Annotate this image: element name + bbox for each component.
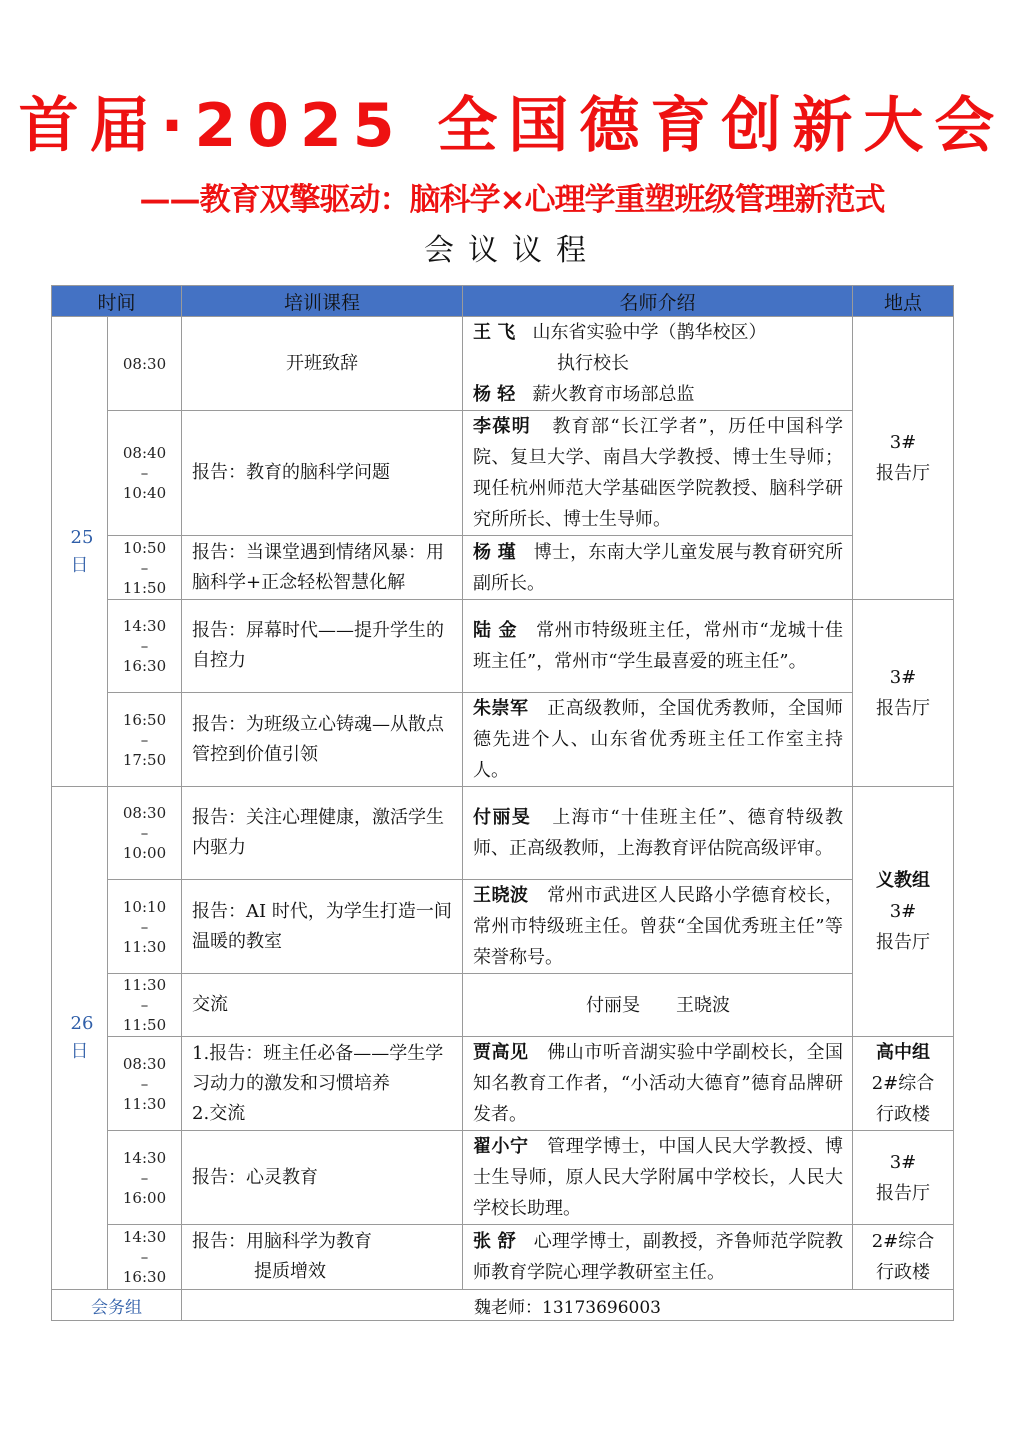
time-start: 14:30 [122, 1148, 167, 1167]
teacher-desc: 心理学博士，副教授，齐鲁师范学院教师教育学院心理学教研室主任。 [473, 1231, 844, 1283]
table-row [52, 317, 954, 411]
time-start: 11:30 [122, 976, 167, 994]
time-end: 11:30 [122, 1094, 167, 1113]
teacher-cell [463, 787, 853, 880]
page-title: 首届·2025 全国德育创新大会 [18, 91, 1006, 161]
time-cell [108, 411, 182, 536]
time-cell [108, 1131, 182, 1225]
course-cell [182, 600, 463, 693]
teacher-cell [463, 974, 853, 1037]
teacher-desc: 付丽旻 王晓波 [586, 994, 731, 1016]
teacher-desc: 常州市特级班主任，常州市“龙城十佳班主任”，常州市“学生最喜爱的班主任”。 [473, 620, 844, 672]
course-title: 报告：心灵教育 [192, 1166, 319, 1188]
course-title: 报告：当课堂遇到情绪风暴：用脑科学+正念轻松智慧化解 [192, 541, 445, 593]
time-start: 08:30 [122, 1054, 167, 1073]
table-row [52, 1131, 954, 1225]
teacher-name: 付丽旻 [473, 807, 532, 828]
course-title: 报告：AI 时代，为学生打造一间温暖的教室 [192, 900, 452, 952]
location-cell [853, 787, 954, 1037]
day-cell-25 [52, 317, 108, 787]
table-row [52, 411, 954, 536]
course-cell [182, 974, 463, 1037]
course-title-2: 2.交流 [192, 1102, 246, 1124]
time-start: 14:30 [122, 617, 167, 635]
time-dash: – [140, 824, 149, 842]
location-line: 报告厅 [876, 463, 931, 484]
teacher-name: 杨 轻 [473, 384, 516, 405]
page-subtitle: ——教育双擎驱动：脑科学×心理学重塑班级管理新范式 [139, 182, 885, 218]
time-end: 16:30 [122, 1268, 167, 1286]
course-title: 报告：屏幕时代——提升学生的自控力 [192, 620, 445, 671]
table-row [52, 536, 954, 600]
footer-row [52, 1290, 954, 1321]
teacher-cell [463, 1037, 853, 1131]
teacher-name: 朱崇军 [473, 698, 529, 719]
time-dash: – [140, 1074, 149, 1093]
table-row [52, 693, 954, 787]
teacher-cell [463, 880, 853, 974]
location-cell [853, 600, 954, 787]
agenda-heading: 会议议程 [424, 233, 600, 268]
time-dash: – [140, 1168, 149, 1187]
teacher-name: 陆 金 [473, 620, 518, 641]
time-dash: – [140, 558, 149, 577]
teacher-name: 杨 瑾 [473, 541, 516, 563]
teacher-cell [463, 1225, 853, 1290]
teacher-cell [463, 600, 853, 693]
location-cell [853, 1225, 954, 1290]
header-time: 时间 [52, 286, 182, 317]
location-group: 高中组 [876, 1042, 931, 1063]
time-cell [108, 600, 182, 693]
course-title: 报告：用脑科学为教育 [192, 1231, 373, 1252]
location-line: 报告厅 [876, 1182, 931, 1204]
location-line: 2#综合 [871, 1231, 935, 1252]
teacher-name: 张 舒 [473, 1231, 516, 1252]
teacher-desc-2: 执行校长 [557, 353, 630, 374]
footer-contact: 魏老师：13173696003 [182, 1290, 954, 1321]
teacher-desc: 上海市“十佳班主任”、德育特级教师、正高级教师，上海教育评估院高级评审。 [473, 807, 844, 859]
location-line: 报告厅 [876, 932, 931, 953]
location-line: 2#综合 [871, 1073, 935, 1094]
time-start: 10:50 [122, 538, 167, 557]
time-dash: – [140, 917, 149, 936]
teacher-cell [463, 411, 853, 536]
teacher-name: 王 飞 [473, 322, 516, 343]
time-cell [108, 974, 182, 1037]
table-row [52, 880, 954, 974]
day-label: 25日 [70, 526, 94, 576]
location-line: 行政楼 [876, 1262, 931, 1283]
time-end: 11:50 [122, 1016, 167, 1034]
time-start: 14:30 [122, 1228, 167, 1246]
course-title: 报告：为班级立心铸魂—从散点管控到价值引领 [192, 713, 445, 765]
time-cell [108, 317, 182, 411]
table-header-row [52, 286, 954, 317]
teacher-desc: 管理学博士，中国人民大学教授、博士生导师，原人民大学附属中学校长，人民大学校长助理。 [473, 1136, 844, 1219]
location-line: 报告厅 [876, 698, 931, 719]
header-location: 地点 [853, 286, 954, 317]
time-cell [108, 536, 182, 600]
time-end: 10:00 [122, 844, 167, 862]
time-cell [108, 1225, 182, 1290]
table-row [52, 974, 954, 1037]
location-line: 行政楼 [876, 1104, 931, 1125]
teacher-cell [463, 536, 853, 600]
teacher-cell [463, 1131, 853, 1225]
time-start: 10:10 [122, 897, 167, 916]
header-course: 培训课程 [182, 286, 463, 317]
time-start: 08:30 [122, 804, 167, 822]
table-row [52, 1225, 954, 1290]
course-cell [182, 1225, 463, 1290]
time-dash: – [140, 464, 149, 482]
time-dash: – [140, 996, 149, 1014]
location-cell [853, 317, 954, 600]
teacher-desc: 佛山市听音湖实验中学副校长，全国知名教育工作者，“小活动大德育”德育品牌研发者。 [473, 1042, 844, 1125]
agenda-table [51, 285, 954, 1321]
day-label: 26日 [70, 1013, 94, 1062]
time-start: 08:40 [122, 444, 167, 462]
time-cell [108, 880, 182, 974]
location-cell [853, 1131, 954, 1225]
course-cell [182, 1131, 463, 1225]
course-cell [182, 787, 463, 880]
course-cell [182, 411, 463, 536]
course-title: 1.报告：班主任必备——学生学习动力的激发和习惯培养 [192, 1042, 444, 1094]
teacher-desc: 薪火教育市场部总监 [532, 384, 695, 405]
course-title: 报告：教育的脑科学问题 [192, 462, 391, 483]
teacher-desc: 正高级教师，全国优秀教师，全国师德先进个人、山东省优秀班主任工作室主持人。 [473, 698, 844, 781]
teacher-name: 翟小宁 [473, 1136, 529, 1157]
teacher-cell [463, 693, 853, 787]
course-cell [182, 880, 463, 974]
location-cell [853, 1037, 954, 1131]
course-title: 报告：关注心理健康，激活学生内驱力 [192, 807, 445, 858]
table-row [52, 787, 954, 880]
location-line: 3# [889, 1151, 917, 1173]
location-line: 3# [889, 667, 917, 688]
time-end: 16:00 [122, 1188, 167, 1207]
time-dash: – [140, 730, 149, 749]
teacher-cell [463, 317, 853, 411]
teacher-name: 王晓波 [473, 885, 529, 906]
time-cell [108, 1037, 182, 1131]
table-row [52, 600, 954, 693]
course-cell [182, 536, 463, 600]
table-row [52, 1037, 954, 1131]
time-start: 16:50 [122, 710, 167, 729]
location-group: 义教组 [876, 870, 931, 891]
time-end: 11:50 [122, 578, 167, 597]
time-end: 16:30 [122, 657, 167, 675]
time-end: 11:30 [122, 937, 167, 956]
teacher-desc: 山东省实验中学（鹊华校区） [532, 322, 767, 343]
teacher-desc: 教育部“长江学者”，历任中国科学院、复旦大学、南昌大学教授、博士生导师；现任杭州师范大学基础医学院教授、脑科学研究所所长、博士生导师。 [473, 416, 844, 530]
time-dash: – [140, 1248, 149, 1266]
course-cell [182, 317, 463, 411]
location-line: 3# [889, 432, 917, 453]
location-line: 3# [889, 901, 917, 922]
teacher-name: 李葆明 [473, 416, 532, 437]
day-cell-26 [52, 787, 108, 1290]
teacher-name: 贾高见 [473, 1042, 529, 1063]
teacher-desc: 博士，东南大学儿童发展与教育研究所副所长。 [473, 541, 844, 594]
teacher-desc: 常州市武进区人民路小学德育校长，常州市特级班主任。曾获“全国优秀班主任”等荣誉称号。 [473, 885, 844, 968]
course-cell [182, 693, 463, 787]
course-title: 交流 [192, 994, 229, 1015]
time-end: 10:40 [122, 484, 167, 502]
time-cell [108, 693, 182, 787]
course-title-2: 提质增效 [254, 1261, 327, 1282]
time-start: 08:30 [122, 354, 167, 373]
header-teacher: 名师介绍 [463, 286, 853, 317]
time-dash: – [140, 637, 149, 655]
footer-label: 会务组 [52, 1290, 182, 1321]
time-end: 17:50 [122, 750, 167, 769]
course-cell [182, 1037, 463, 1131]
time-cell [108, 787, 182, 880]
course-title: 开班致辞 [286, 352, 359, 374]
